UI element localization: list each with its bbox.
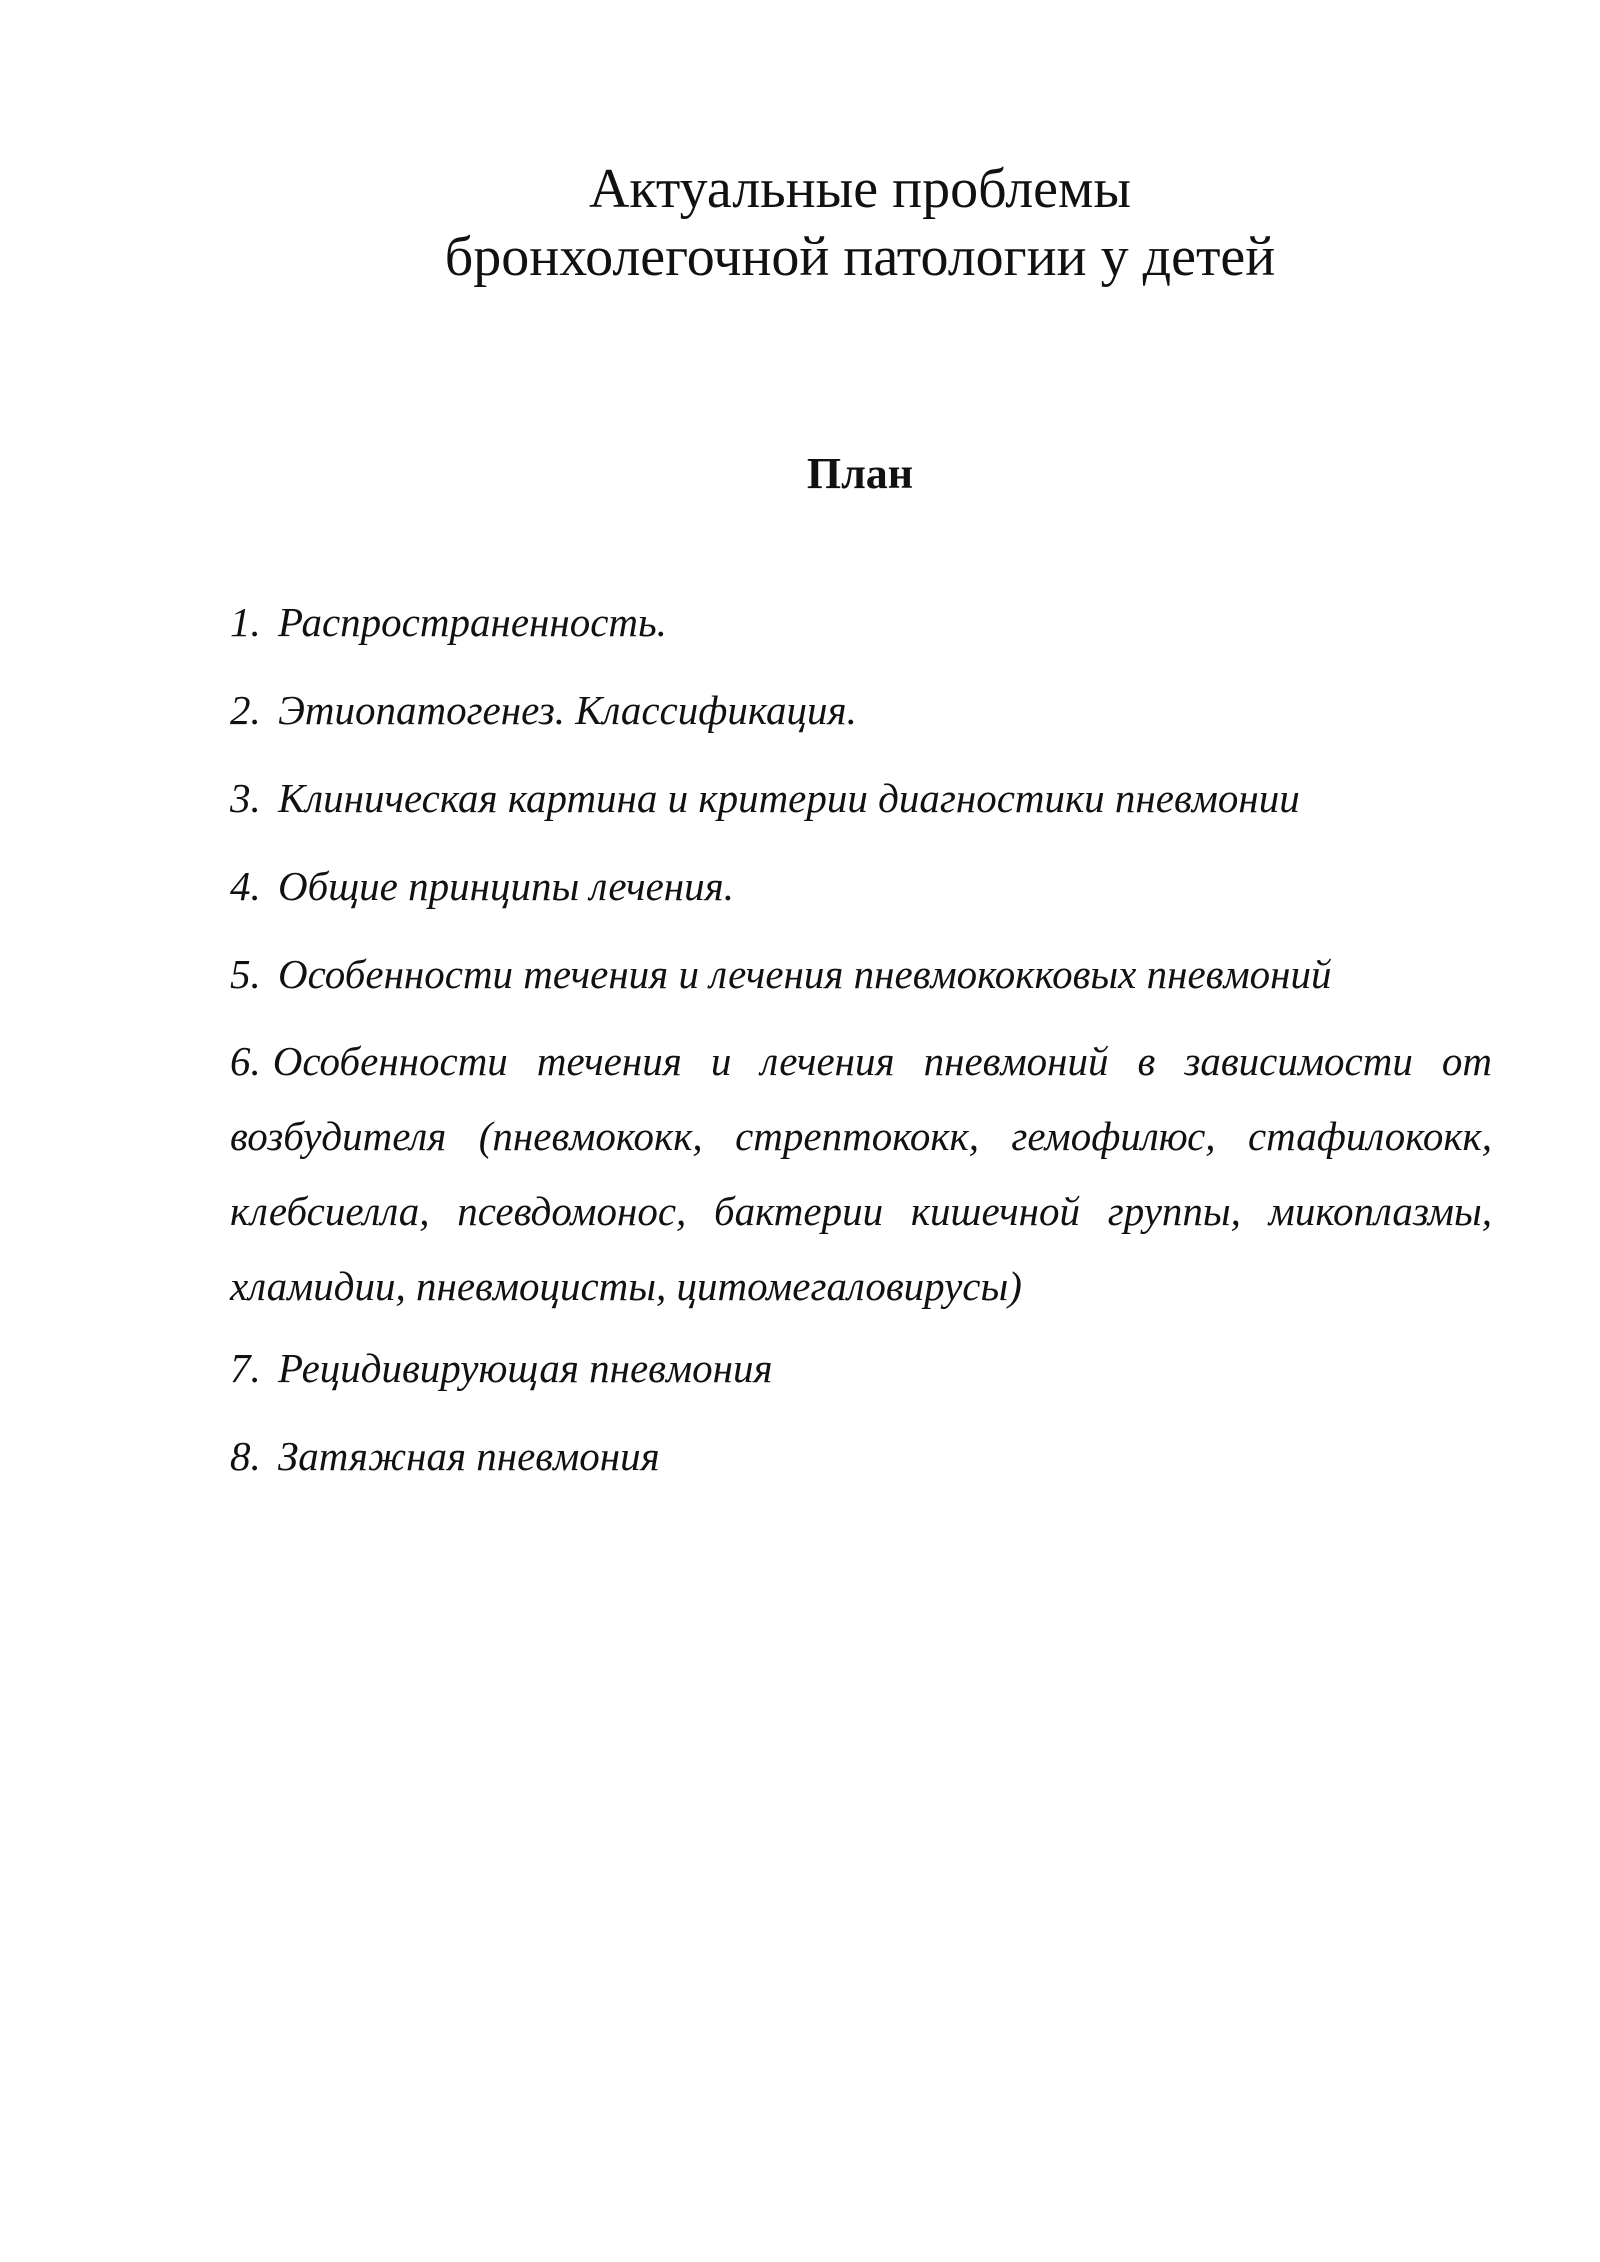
plan-item [230, 774, 1492, 822]
plan-item-number: 3. [230, 775, 261, 821]
title-line-1: Актуальные проблемы [588, 158, 1132, 220]
plan-item-number: 4. [230, 863, 261, 909]
plan-item-text: Общие принципы лечения. [278, 863, 734, 909]
plan-item-text: Рецидивирующая пневмония [278, 1345, 773, 1391]
plan-item [230, 1432, 1492, 1480]
plan-item-number: 7. [230, 1345, 261, 1391]
plan-item-number: 8. [230, 1433, 261, 1479]
plan-item-text: Особенности течения и лечения пневмоний в зависимости от возбудителя (пневмококк, стрептококк, гемофилюс, стафилококк, клебсиелла, псевдомонос, бактерии кишечной группы, микоплазмы, хламидии, пневмоцисты, цитомегаловирусы) [230, 1038, 1492, 1309]
plan-item [230, 1024, 1492, 1324]
plan-item-number: 5. [230, 951, 261, 997]
title-line-2: бронхолегочной патологии у детей [444, 226, 1276, 288]
plan-item-text: Распространенность. [278, 599, 667, 645]
plan-item-text: Клиническая картина и критерии диагностики пневмонии [278, 775, 1300, 821]
plan-item-number: 6. [230, 1038, 261, 1084]
document-title [0, 155, 1600, 291]
plan-item [230, 598, 1492, 646]
plan-item [230, 686, 1492, 734]
plan-heading: План [806, 449, 914, 498]
plan-item-text: Особенности течения и лечения пневмококковых пневмоний [278, 951, 1332, 997]
plan-item-text: Затяжная пневмония [278, 1433, 660, 1479]
plan-item-text: Этиопатогенез. Классификация. [278, 687, 857, 733]
plan-item-number: 2. [230, 687, 261, 733]
plan-item [230, 950, 1492, 998]
plan-item-number: 1. [230, 599, 261, 645]
plan-item [230, 862, 1492, 910]
plan-item [230, 1344, 1492, 1392]
plan-list [230, 598, 1492, 1520]
